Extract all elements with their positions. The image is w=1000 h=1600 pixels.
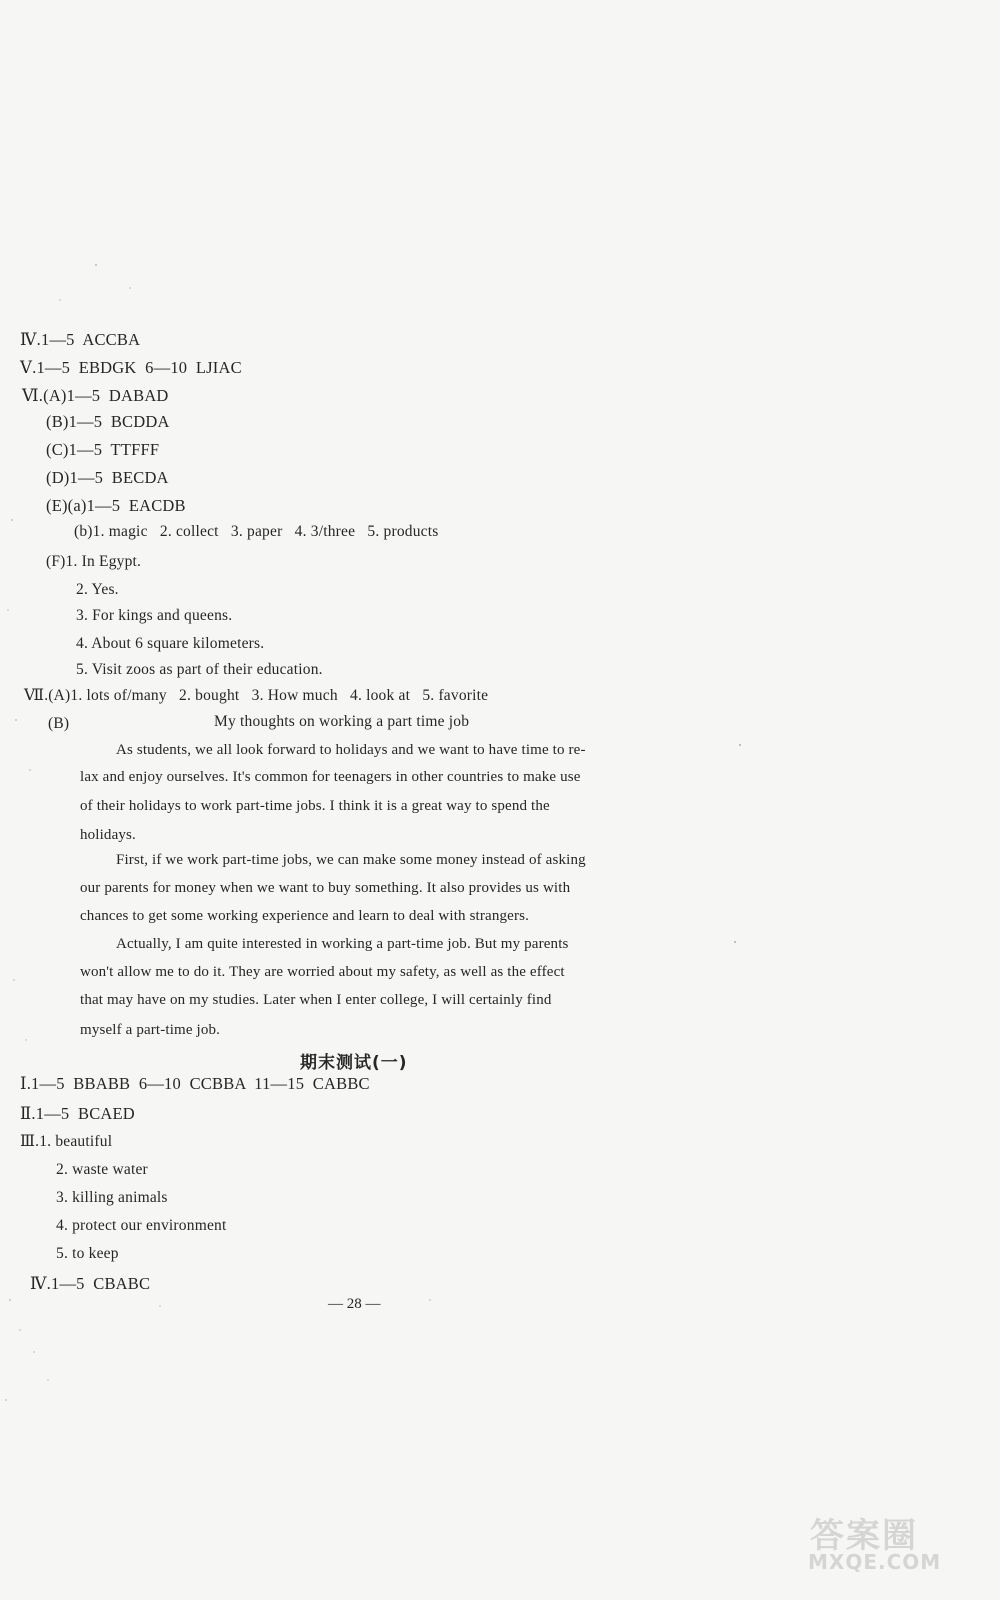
essay-line: our parents for money when we want to buy something. It also provides us with: [80, 880, 571, 896]
final-section-iii-answer-1: Ⅲ.1. beautiful: [20, 1133, 113, 1150]
section-vi-c-answers: (C)1—5 TTFFF: [46, 440, 160, 459]
essay-line: that may have on my studies. Later when I enter college, I will certainly find: [80, 992, 552, 1008]
final-section-iv-answers: Ⅳ.1—5 CBABC: [30, 1274, 151, 1293]
section-vi-f-answer-1: (F)1. In Egypt.: [46, 553, 142, 570]
page-number: — 28 —: [328, 1296, 381, 1312]
essay-line: First, if we work part-time jobs, we can make some money instead of asking: [116, 852, 586, 868]
section-vi-e-b-answers: (b)1. magic 2. collect 3. paper 4. 3/three 5. products: [74, 523, 439, 540]
final-section-iii-answer-3: 3. killing animals: [56, 1189, 168, 1206]
essay-line: holidays.: [80, 827, 136, 843]
section-vi-e-a-answers: (E)(a)1—5 EACDB: [46, 496, 186, 515]
final-test-title: 期末测试(一): [300, 1053, 408, 1073]
section-vii-b-label: (B): [48, 715, 70, 732]
final-section-iii-answer-5: 5. to keep: [56, 1245, 119, 1262]
section-v-answers: Ⅴ.1—5 EBDGK 6—10 LJIAC: [20, 358, 242, 377]
section-vi-f-answer-5: 5. Visit zoos as part of their education.: [76, 661, 323, 678]
section-iv-answers: Ⅳ.1—5 ACCBA: [20, 330, 141, 349]
essay-line: of their holidays to work part-time jobs. I think it is a great way to spend the: [80, 798, 550, 814]
essay-line: chances to get some working experience and learn to deal with strangers.: [80, 908, 529, 924]
watermark-logo: [800, 1508, 970, 1578]
essay-line: won't allow me to do it. They are worried about my safety, as well as the effect: [80, 964, 565, 980]
essay-title: My thoughts on working a part time job: [214, 713, 470, 730]
watermark-text: 答案圈: [810, 1516, 918, 1556]
section-vi-f-answer-2: 2. Yes.: [76, 581, 119, 598]
final-section-iii-answer-4: 4. protect our environment: [56, 1217, 227, 1234]
section-vi-f-answer-3: 3. For kings and queens.: [76, 607, 233, 624]
section-vii-a-answers: Ⅶ.(A)1. lots of/many 2. bought 3. How much 4. look at 5. favorite: [24, 687, 489, 704]
section-vi-f-answer-4: 4. About 6 square kilometers.: [76, 635, 265, 652]
section-vi-a-answers: Ⅵ.(A)1—5 DABAD: [22, 386, 169, 405]
essay-line: Actually, I am quite interested in working a part-time job. But my parents: [116, 936, 569, 952]
section-vi-b-answers: (B)1—5 BCDDA: [46, 412, 170, 431]
essay-line: lax and enjoy ourselves. It's common for teenagers in other countries to make use: [80, 769, 581, 785]
essay-line: myself a part-time job.: [80, 1022, 221, 1038]
section-vi-d-answers: (D)1—5 BECDA: [46, 468, 169, 487]
essay-line: As students, we all look forward to holidays and we want to have time to re-: [116, 742, 586, 758]
watermark-url: MXQE.COM: [808, 1550, 942, 1574]
final-section-iii-answer-2: 2. waste water: [56, 1161, 148, 1178]
final-section-ii-answers: Ⅱ.1—5 BCAED: [20, 1104, 135, 1123]
final-section-i-answers: Ⅰ.1—5 BBABB 6—10 CCBBA 11—15 CABBC: [20, 1074, 370, 1093]
